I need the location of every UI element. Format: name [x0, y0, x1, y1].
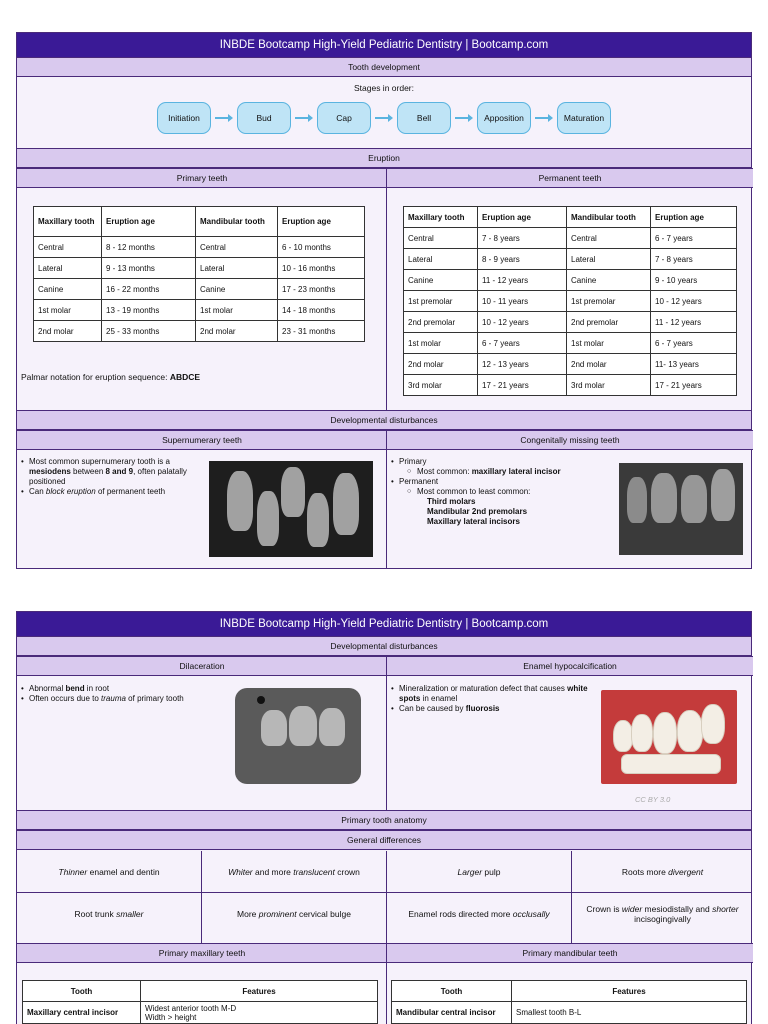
- col-header: Features: [141, 981, 378, 1002]
- cell: 6 - 7 years: [478, 333, 567, 354]
- stage-apposition: Apposition: [477, 102, 531, 134]
- permanent-eruption-table: [403, 206, 737, 396]
- cell: 7 - 8 years: [651, 249, 737, 270]
- cell: Central: [404, 228, 478, 249]
- cell: 17 - 21 years: [651, 375, 737, 396]
- cell: 2nd molar: [34, 321, 102, 342]
- difference-cervical-bulge: More prominent cervical bulge: [237, 909, 351, 919]
- missing-teeth-list: [391, 457, 611, 527]
- general-differences-header: General differences: [17, 830, 751, 850]
- cell: Central: [196, 237, 278, 258]
- missing-order-3: Maxillary lateral incisors: [427, 517, 520, 526]
- list-item: • Abnormal bend in root: [21, 684, 221, 694]
- list-item: • Can be caused by fluorosis: [391, 704, 601, 714]
- cell: 13 - 19 months: [102, 300, 196, 321]
- cell: 6 - 7 years: [651, 333, 737, 354]
- missing-order-1: Third molars: [427, 497, 476, 506]
- difference-crown-shape: Crown is wider mesiodistally and shorter incisogingivally: [586, 904, 739, 924]
- list-item: • Primary ○ Most common: maxillary lateral incisor: [391, 457, 611, 477]
- cell: 1st premolar: [404, 291, 478, 312]
- cell: 2nd molar: [196, 321, 278, 342]
- cell: 10 - 12 years: [651, 291, 737, 312]
- table-row: [404, 312, 737, 333]
- table-row: [404, 249, 737, 270]
- developmental-disturbances-header: Developmental disturbances: [17, 636, 751, 656]
- hypocalcification-photo: [601, 690, 737, 784]
- cell: Canine: [196, 279, 278, 300]
- hypocalcification-header: Enamel hypocalcification: [387, 656, 753, 676]
- supernumerary-header: Supernumerary teeth: [17, 430, 387, 450]
- table-row: [34, 258, 365, 279]
- table-row: [34, 300, 365, 321]
- table-row: [404, 333, 737, 354]
- difference-enamel-rods: Enamel rods directed more occlusally: [408, 909, 550, 919]
- cell: Central: [567, 228, 651, 249]
- page-2: [16, 611, 752, 1024]
- cell: 8 - 12 months: [102, 237, 196, 258]
- dilaceration-xray-image: [235, 688, 361, 784]
- developmental-disturbances-header: Developmental disturbances: [17, 410, 751, 430]
- col-header: Eruption age: [278, 207, 365, 237]
- list-item: ○ Most common: maxillary lateral incisor: [399, 467, 611, 477]
- primary-teeth-header: Primary teeth: [17, 168, 387, 188]
- cell: 1st molar: [404, 333, 478, 354]
- supernumerary-xray-image: [209, 461, 373, 557]
- missing-teeth-xray-image: [619, 463, 743, 555]
- cell: 3rd molar: [404, 375, 478, 396]
- cell: Lateral: [567, 249, 651, 270]
- palmar-note: [21, 372, 200, 382]
- table-row: [404, 228, 737, 249]
- table-row: [404, 375, 737, 396]
- stages-label: Stages in order:: [353, 83, 414, 93]
- dilaceration-header: Dilaceration: [17, 656, 387, 676]
- table-row: [34, 279, 365, 300]
- page-1: [16, 32, 752, 569]
- primary-eruption-table: [33, 206, 365, 342]
- stage-cap: Cap: [317, 102, 371, 134]
- cell: Canine: [34, 279, 102, 300]
- arrow-icon: [535, 117, 549, 119]
- col-header: Tooth: [392, 981, 512, 1002]
- list-item: • Most common supernumerary tooth is a mesiodens between 8 and 9, often palatally positioned: [21, 457, 201, 487]
- cell: 9 - 10 years: [651, 270, 737, 291]
- list-item: ○ Most common to least common: Third molars Mandibular 2nd premolars Maxillary lateral incisors: [399, 487, 611, 527]
- col-header: Mandibular tooth: [567, 207, 651, 228]
- list-item: • Permanent ○ Most common to least common: Third molars Mandibular 2nd premolars Maxillary lateral incisors: [391, 477, 611, 527]
- table-row: [34, 237, 365, 258]
- arrow-icon: [215, 117, 229, 119]
- col-header: Features: [512, 981, 747, 1002]
- difference-crown-color: Whiter and more translucent crown: [228, 867, 360, 877]
- divider: [386, 656, 387, 811]
- col-header: Maxillary tooth: [34, 207, 102, 237]
- cell: 16 - 22 months: [102, 279, 196, 300]
- difference-pulp: Larger pulp: [457, 867, 501, 877]
- cell: Mandibular central incisor: [392, 1002, 512, 1024]
- cell: 10 - 16 months: [278, 258, 365, 279]
- stage-bell: Bell: [397, 102, 451, 134]
- cell: Canine: [404, 270, 478, 291]
- cell: 25 - 33 months: [102, 321, 196, 342]
- cell: 11 - 12 years: [651, 312, 737, 333]
- stage-bud: Bud: [237, 102, 291, 134]
- cell: 11 - 12 years: [478, 270, 567, 291]
- cell: Lateral: [196, 258, 278, 279]
- primary-anatomy-header: Primary tooth anatomy: [17, 810, 751, 830]
- divider: [386, 943, 387, 1024]
- cell: 1st molar: [567, 333, 651, 354]
- primary-mandibular-table: [391, 980, 747, 1024]
- hypocalcification-list: [391, 684, 601, 714]
- arrow-icon: [375, 117, 389, 119]
- cell: 6 - 7 years: [651, 228, 737, 249]
- note-text: Palmar notation for eruption sequence:: [21, 372, 170, 382]
- cell: 3rd molar: [567, 375, 651, 396]
- col-header: Eruption age: [102, 207, 196, 237]
- cell: 14 - 18 months: [278, 300, 365, 321]
- missing-order-2: Mandibular 2nd premolars: [427, 507, 528, 516]
- divider: [386, 430, 387, 569]
- table-row: [34, 321, 365, 342]
- permanent-teeth-header: Permanent teeth: [387, 168, 753, 188]
- congenitally-missing-header: Congenitally missing teeth: [387, 430, 753, 450]
- table-row: [23, 1002, 378, 1024]
- stage-maturation: Maturation: [557, 102, 611, 134]
- primary-maxillary-header: Primary maxillary teeth: [17, 943, 387, 963]
- primary-mandibular-header: Primary mandibular teeth: [387, 943, 753, 963]
- cell: 2nd premolar: [567, 312, 651, 333]
- col-header: Tooth: [23, 981, 141, 1002]
- difference-roots: Roots more divergent: [621, 867, 704, 877]
- table-row: [404, 270, 737, 291]
- cell: 12 - 13 years: [478, 354, 567, 375]
- table-row: [404, 354, 737, 375]
- arrow-icon: [295, 117, 309, 119]
- cell: Lateral: [34, 258, 102, 279]
- cell: Lateral: [404, 249, 478, 270]
- cell: 6 - 10 months: [278, 237, 365, 258]
- list-item: • Often occurs due to trauma of primary tooth: [21, 694, 221, 704]
- cell: Widest anterior tooth M-D Width > height: [141, 1002, 378, 1024]
- cell: Maxillary central incisor: [23, 1002, 141, 1024]
- eruption-header: Eruption: [17, 148, 751, 168]
- difference-root-trunk: Root trunk smaller: [74, 909, 144, 919]
- page-2-title: INBDE Bootcamp High-Yield Pediatric Dentistry | Bootcamp.com: [17, 612, 751, 636]
- tooth-development-header: Tooth development: [17, 57, 751, 77]
- dilaceration-list: [21, 684, 221, 704]
- col-header: Mandibular tooth: [196, 207, 278, 237]
- cell: 10 - 12 years: [478, 312, 567, 333]
- cell: 1st molar: [34, 300, 102, 321]
- cell: 1st molar: [196, 300, 278, 321]
- stage-initiation: Initiation: [157, 102, 211, 134]
- page-1-title: INBDE Bootcamp High-Yield Pediatric Dentistry | Bootcamp.com: [17, 33, 751, 57]
- arrow-icon: [455, 117, 469, 119]
- cell: Smallest tooth B-L: [512, 1002, 747, 1024]
- table-row: [404, 291, 737, 312]
- cell: 9 - 13 months: [102, 258, 196, 279]
- cell: 2nd premolar: [404, 312, 478, 333]
- table-row: [392, 1002, 747, 1024]
- note-value: ABDCE: [169, 372, 201, 382]
- cell: 23 - 31 months: [278, 321, 365, 342]
- divider: [386, 168, 387, 410]
- list-item: • Can block eruption of permanent teeth: [21, 487, 201, 497]
- cell: 1st premolar: [567, 291, 651, 312]
- cell: 8 - 9 years: [478, 249, 567, 270]
- col-header: Maxillary tooth: [404, 207, 478, 228]
- cell: 17 - 21 years: [478, 375, 567, 396]
- primary-maxillary-table: [22, 980, 378, 1024]
- col-header: Eruption age: [478, 207, 567, 228]
- image-credit: CC BY 3.0: [635, 795, 671, 804]
- cell: 10 - 11 years: [478, 291, 567, 312]
- cell: 2nd molar: [404, 354, 478, 375]
- supernumerary-list: [21, 457, 201, 497]
- cell: Central: [34, 237, 102, 258]
- cell: 17 - 23 months: [278, 279, 365, 300]
- cell: 7 - 8 years: [478, 228, 567, 249]
- col-header: Eruption age: [651, 207, 737, 228]
- cell: 2nd molar: [567, 354, 651, 375]
- list-item: • Mineralization or maturation defect that causes white spots in enamel: [391, 684, 601, 704]
- cell: Canine: [567, 270, 651, 291]
- difference-enamel-dentin: Thinner enamel and dentin: [58, 867, 160, 877]
- cell: 11- 13 years: [651, 354, 737, 375]
